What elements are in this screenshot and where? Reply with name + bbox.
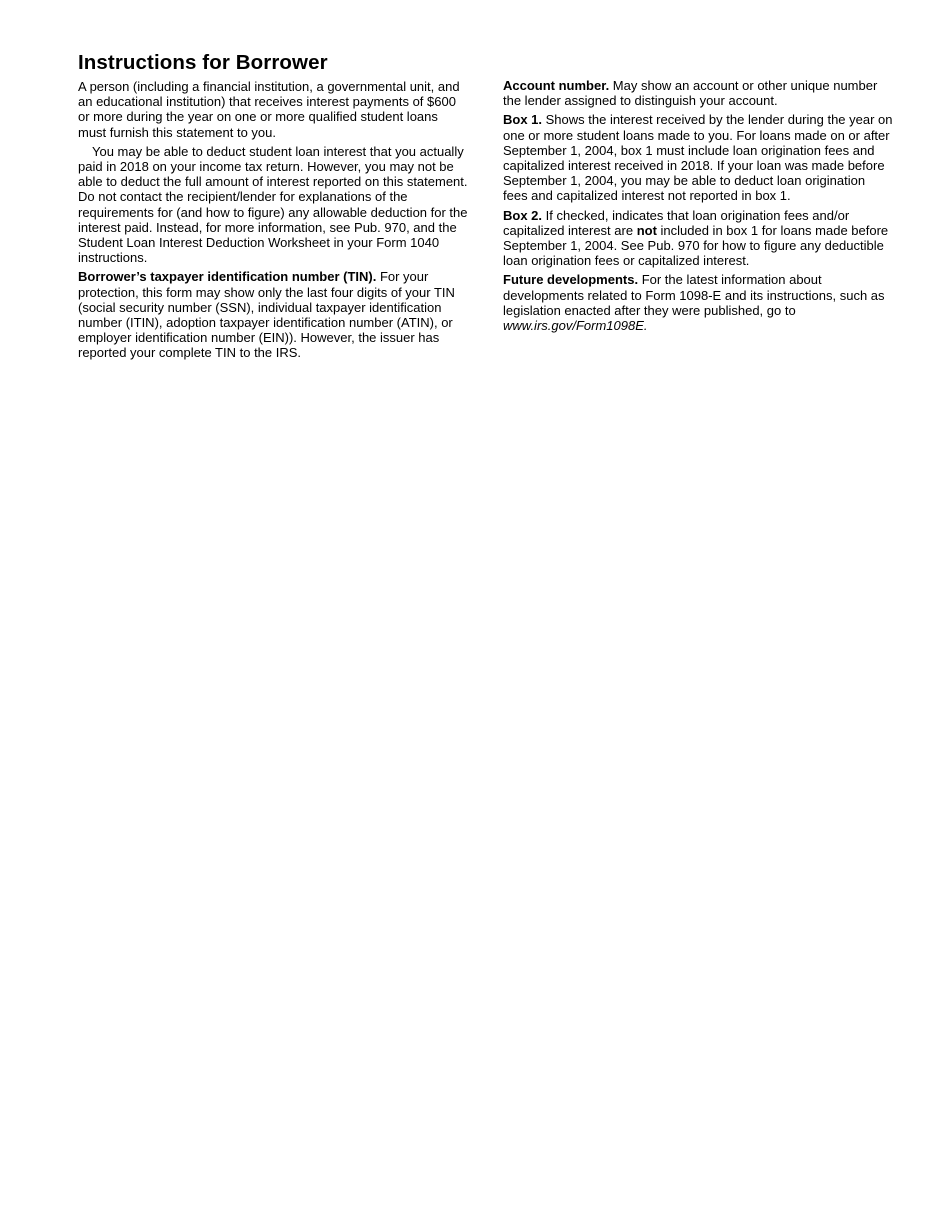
account-heading: Account number. [503,78,610,93]
box2-text-a: If checked, indicates that loan origination fees and/or capitalized interest are [503,207,850,238]
account-text: May show an account or other unique number the lender assigned to distinguish your account. [503,78,878,109]
right-column [503,0,893,337]
page-title: Instructions for Borrower [78,51,328,74]
future-text: For the latest information about developments related to Form 1098-E and its instructions, such as legislation enacted after they were published, go to [503,272,885,318]
tin-heading: Borrower’s taxpayer identification number (TIN). [78,269,377,285]
future-heading: Future developments. [503,272,639,288]
box2-text-b: included in box 1 for loans made before September 1, 2004. See Pub. 970 for how to figure any deductible loan origination fees or capitalized interest. [503,222,889,269]
box2-paragraph [503,208,893,269]
future-paragraph [503,272,893,333]
deduction-paragraph: You may be able to deduct student loan interest that you actually paid in 2018 on your income tax return. However, you may not be able to deduct the full amount of interest reported on this statement. Do not contact the recipient/lender for explanations of the requirements for (and how to figure) any allowable deduction for the interest paid. Instead, for more information, see Pub. 970, and the Student Loan Interest Deduction Worksheet in your Form 1040 instructions. [78,143,468,266]
box2-heading: Box 2. [503,207,543,223]
box2-not: not [636,222,657,238]
account-paragraph [503,78,893,108]
box1-paragraph [503,112,893,203]
tin-paragraph [78,269,468,360]
intro-paragraph: A person (including a financial institution, a governmental unit, and an educational institution) that receives interest payments of $600 or more during the year on one or more qualified student loans must furnish this statement to you. [78,79,460,140]
box1-heading: Box 1. [503,112,543,128]
box1-text: Shows the interest received by the lender during the year on one or more student loans made to you. For loans made on or after September 1, 2004, box 1 must include loan origination fees and capitalized interest received in 2018. If your loan was made before September 1, 2004, you may be able to deduct loan origination fees and capitalized interest not reported in box 1. [503,112,893,204]
tin-text: For your protection, this form may show only the last four digits of your TIN (social security number (SSN), individual taxpayer identification number (ITIN), adoption taxpayer identification number (ATIN), or employer identification number (EIN)). However, the issuer has reported your complete TIN to the IRS. [78,269,455,361]
future-url: www.irs.gov/Form1098E. [503,318,648,334]
left-column [78,0,468,365]
